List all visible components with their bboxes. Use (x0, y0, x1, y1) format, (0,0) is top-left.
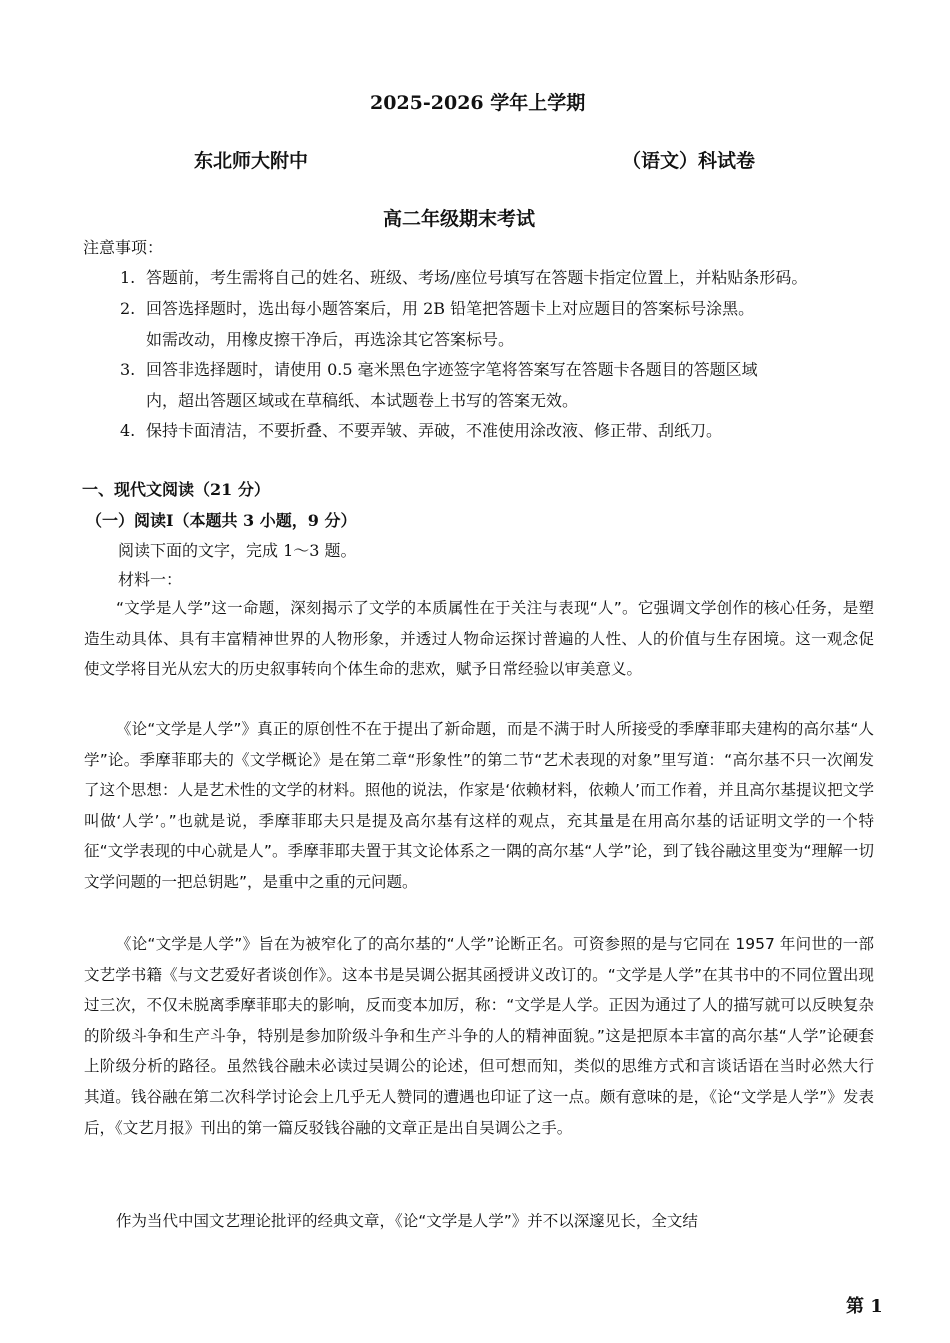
note-item (120, 354, 890, 416)
note-number: 3. (120, 360, 136, 379)
note-text: 回答选择题时，选出每小题答案后，用 2B 铅笔把答题卡上对应题目的答案标号涂黑。 (146, 299, 755, 318)
note-number: 4. (120, 421, 136, 440)
subject-title: （语文）科试卷 (622, 150, 756, 172)
note-text: 回答非选择题时，请使用 0.5 毫米黑色字迹签字笔将答案写在答题卡各题目的答题区域 (146, 360, 758, 379)
note-item (120, 293, 890, 355)
note-item (120, 415, 890, 446)
note-number: 2. (120, 299, 136, 318)
material-label: 材料一： (118, 570, 183, 589)
school-name: 东北师大附中 (194, 150, 309, 172)
subsection-title: （一）阅读Ⅰ（本题共 3 小题，9 分） (86, 511, 357, 530)
note-item (120, 262, 890, 293)
passage-paragraph: 《论“文学是人学”》旨在为被窄化了的高尔基的“人学”论断正名。可资参照的是与它同在 1957 年问世的一部文艺学书籍《与文艺爱好者谈创作》。这本书是吴调公据其函授讲义改订的。“文学是人学”在其书中的不同位置出现过三次，不仅未脱离季摩菲耶夫的影响，反而变本加厉，称：“文学是人学。正因为通过了人的描写就可以反映复杂的阶级斗争和生产斗争，特别是参加阶级斗争和生产斗争的人的精神面貌。”这是把原本丰富的高尔基“人学”论硬套上阶级分析的路径。虽然钱谷融未必读过吴调公的论述，但可想而知，类似的思维方式和言谈话语在当时必然大行其道。钱谷融在第二次科学讨论会上几乎无人赞同的遭遇也印证了这一点。颇有意味的是，《论“文学是人学”》发表后，《文艺月报》刊出的第一篇反驳钱谷融的文章正是出自吴调公之手。 (84, 935, 874, 1137)
passage-paragraph: 《论“文学是人学”》真正的原创性不在于提出了新命题，而是不满于时人所接受的季摩菲耶夫建构的高尔基“人学”论。季摩菲耶夫的《文学概论》是在第二章“形象性”的第二节“艺术表现的对象”里写道：“高尔基不只一次阐发了这个思想：人是艺术性的文学的材料。照他的说法，作家是‘依赖材料，依赖人’而工作着，并且高尔基提议把文学叫做‘人学’。”也就是说，季摩菲耶夫只是提及高尔基有这样的观点，充其量是在用高尔基的话证明文学的一个特征“文学表现的中心就是人”。季摩菲耶夫置于其文论体系之一隅的高尔基“人学”论，到了钱谷融这里变为“理解一切文学问题的一把总钥匙”，是重中之重的元问题。 (84, 720, 874, 891)
note-text-continued: 内，超出答题区域或在草稿纸、本试题卷上书写的答案无效。 (146, 391, 579, 410)
section-title: 一、现代文阅读（21 分） (82, 480, 270, 499)
note-text: 答题前，考生需将自己的姓名、班级、考场/座位号填写在答题卡指定位置上，并粘贴条形码。 (146, 268, 808, 287)
term-heading: 2025-2026 学年上学期 (370, 92, 586, 114)
note-number: 1. (120, 268, 136, 287)
passage-paragraph: “文学是人学”这一命题，深刻揭示了文学的本质属性在于关注与表现“人”。它强调文学创作的核心任务，是塑造生动具体、具有丰富精神世界的人物形象，并透过人物命运探讨普遍的人性、人的价值与生存困境。这一观念促使文学将目光从宏大的历史叙事转向个体生命的悲欢，赋予日常经验以审美意义。 (84, 599, 874, 679)
note-text: 保持卡面清洁，不要折叠、不要弄皱、弄破，不准使用涂改液、修正带、刮纸刀。 (146, 421, 723, 440)
note-text-continued: 如需改动，用橡皮擦干净后，再选涂其它答案标号。 (146, 330, 515, 349)
exam-title: 高二年级期末考试 (383, 208, 536, 230)
notes-title: 注意事项： (83, 238, 164, 257)
page-number: 第 1 (846, 1296, 883, 1317)
passage-paragraph: 作为当代中国文艺理论批评的经典文章，《论“文学是人学”》并不以深邃见长，全文结 (116, 1212, 698, 1230)
reading-instruction: 阅读下面的文字，完成 1～3 题。 (118, 541, 357, 560)
